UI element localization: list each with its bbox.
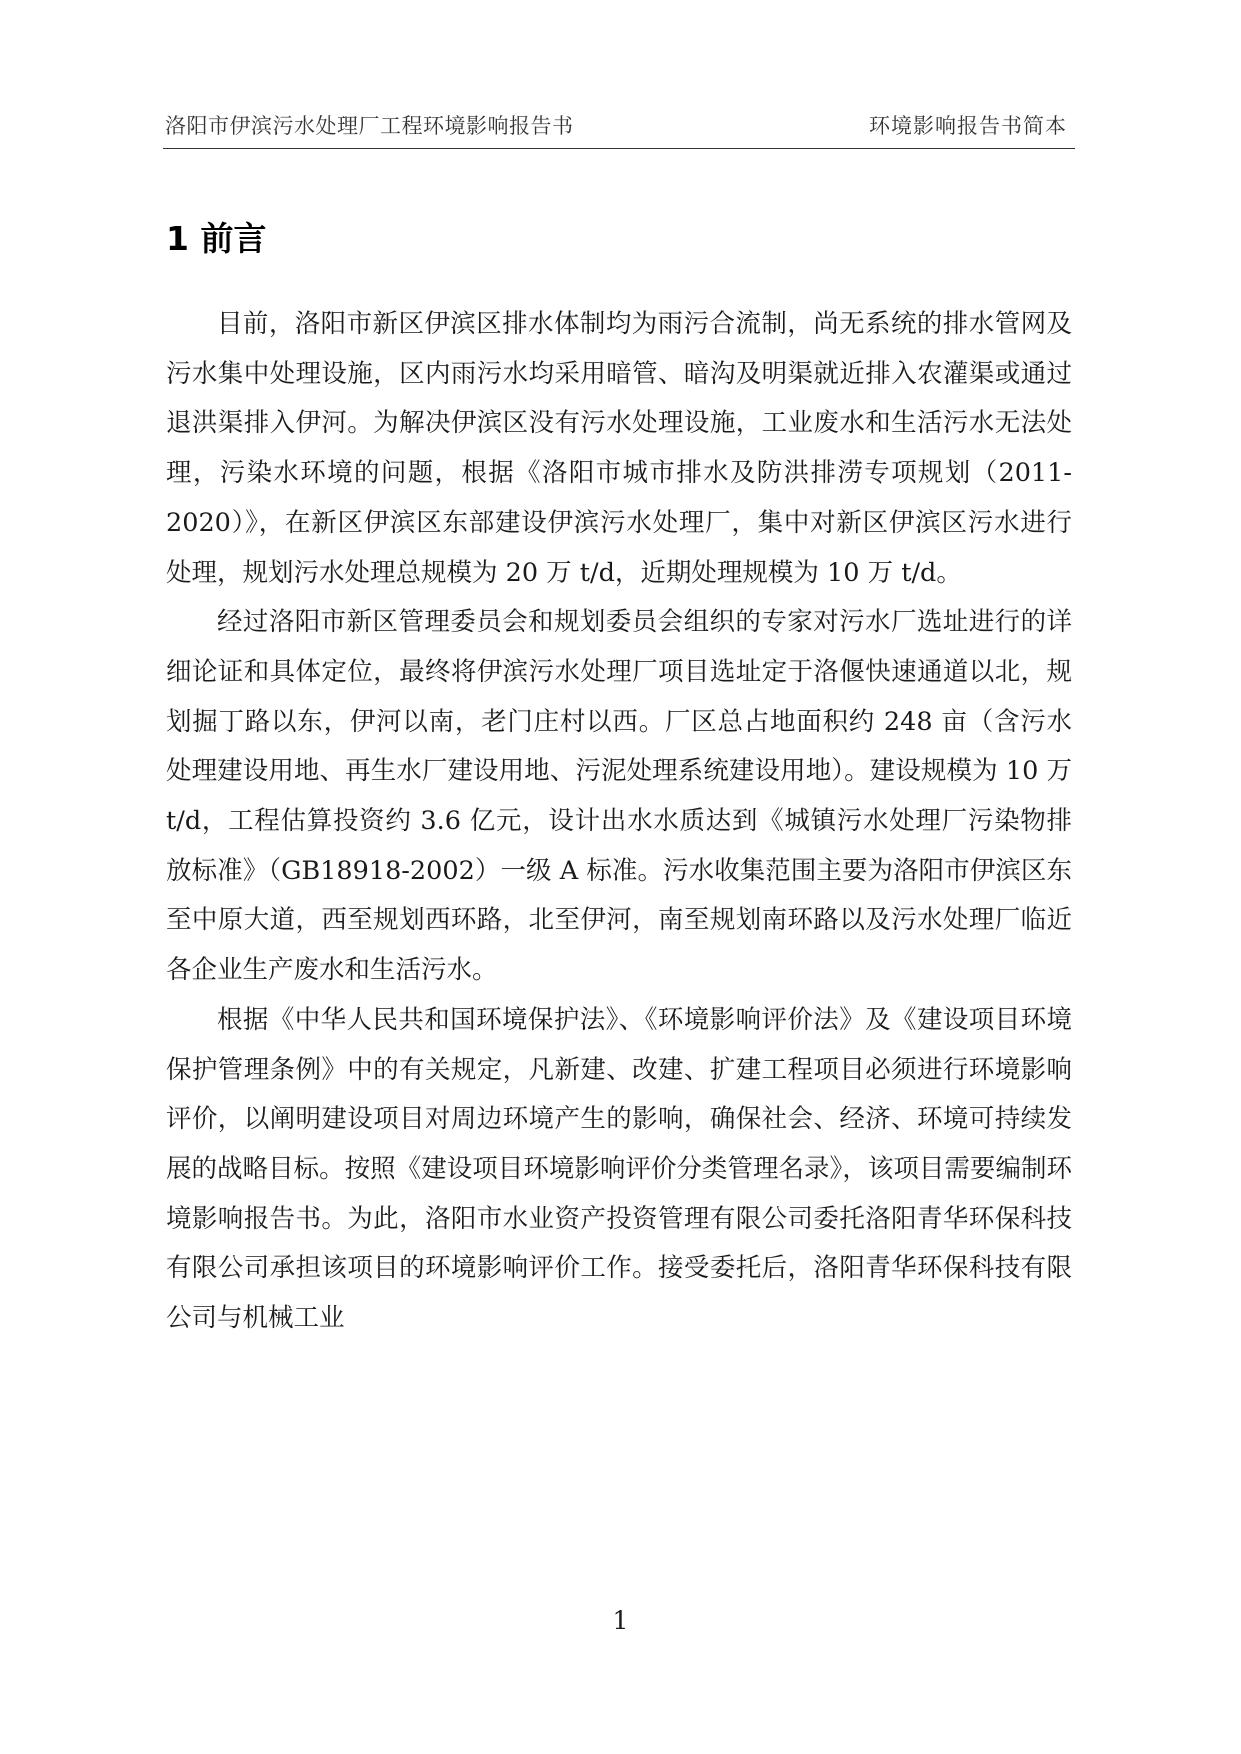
paragraph-background: 目前，洛阳市新区伊滨区排水体制均为雨污合流制，尚无系统的排水管网及污水集中处理设施，区内雨污水均采用暗管、暗沟及明渠就近排入农灌渠或通过退洪渠排入伊河。为解决伊滨区没有污水处理设施，工业废水和生活污水无法处理，污染水环境的问题，根据《洛阳市城市排水及防洪排涝专项规划（2011-2020）》，在新区伊滨区东部建设伊滨污水处理厂，集中对新区伊滨区污水进行处理，规划污水处理总规模为 20 万 t/d，近期处理规模为 10 万 t/d。 (166, 309, 1072, 588)
page-number: 1 (612, 1606, 629, 1635)
header-document-type: 环境影响报告书简本 (869, 114, 1067, 138)
header-document-title: 洛阳市伊滨污水处理厂工程环境影响报告书 (165, 114, 574, 138)
paragraph-legal-basis: 根据《中华人民共和国环境保护法》、《环境影响评价法》及《建设项目环境保护管理条例》中的有关规定，凡新建、改建、扩建工程项目必须进行环境影响评价，以阐明建设项目对周边环境产生的影响，确保社会、经济、环境可持续发展的战略目标。按照《建设项目环境影响评价分类管理名录》，该项目需要编制环境影响报告书。为此，洛阳市水业资产投资管理有限公司委托洛阳青华环保科技有限公司承担该项目的环境影响评价工作。接受委托后，洛阳青华环保科技有限公司与机械工业 (166, 1004, 1072, 1334)
page-header (163, 108, 1075, 149)
section-title: 1 前言 (166, 219, 267, 258)
body-text (166, 300, 1072, 1344)
paragraph-site-selection: 经过洛阳市新区管理委员会和规划委员会组织的专家对污水厂选址进行的详细论证和具体定位，最终将伊滨污水处理厂项目选址定于洛偃快速通道以北，规划掘丁路以东，伊河以南，老门庄村以西。厂区总占地面积约 248 亩（含污水处理建设用地、再生水厂建设用地、污泥处理系统建设用地）。建设规模为 10 万 t/d，工程估算投资约 3.6 亿元，设计出水水质达到《城镇污水处理厂污染物排放标准》（GB18918-2002）一级 A 标准。污水收集范围主要为洛阳市伊滨区东至中原大道，西至规划西环路，北至伊河，南至规划南环路以及污水处理厂临近各企业生产废水和生活污水。 (166, 607, 1072, 986)
